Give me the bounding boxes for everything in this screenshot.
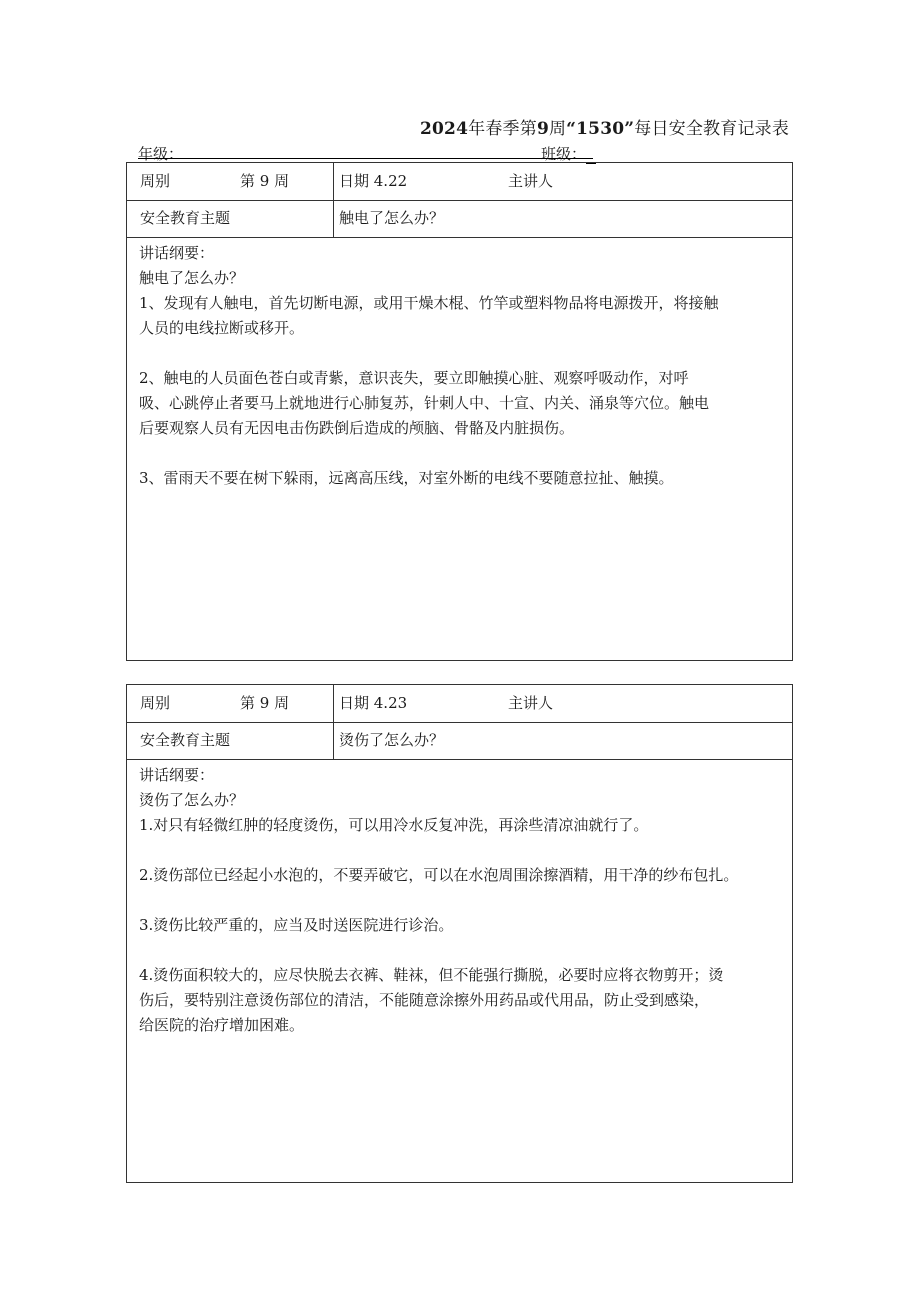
outline-label: 讲话纲要： [139, 766, 215, 784]
outline-lines [139, 266, 786, 491]
outline-lines [139, 788, 786, 1038]
class-label: 班级： [541, 145, 587, 163]
blank-line [139, 838, 786, 863]
topic-label: 安全教育主题 [140, 731, 231, 749]
outline-line: 1.对只有轻微红肿的轻度烫伤，可以用冷水反复冲洗，再涂些清凉油就行了。 [139, 816, 649, 834]
outline-line: 2.烫伤部位已经起小水泡的，不要弄破它，可以在水泡周围涂擦酒精，用干净的纱布包扎。 [139, 866, 739, 884]
week-label: 周别 [140, 694, 171, 712]
outline-line: 3、雷雨天不要在树下躲雨，远离高压线，对室外断的电线不要随意拉扯、触摸。 [139, 469, 674, 487]
record-table-1 [126, 162, 793, 661]
blank-line [139, 888, 786, 913]
title-year: 2024 [420, 119, 469, 139]
outline-line: 伤后，要特别注意烫伤部位的清洁，不能随意涂擦外用药品或代用品，防止受到感染， [139, 991, 710, 1009]
document-title [420, 114, 789, 139]
title-zhou: 周 [548, 119, 567, 139]
topic-label: 安全教育主题 [140, 209, 231, 227]
outline-line: 4.烫伤面积较大的，应尽快脱去衣裤、鞋袜，但不能强行撕脱，必要时应将衣物剪开；烫 [139, 966, 724, 984]
title-mid: 年春季第 [468, 119, 537, 139]
outline-line: 1、发现有人触电，首先切断电源，或用干燥木棍、竹竿或塑料物品将电源拨开，将接触 [139, 294, 719, 312]
topic-value: 烫伤了怎么办？ [339, 731, 445, 749]
outline-body [139, 241, 786, 491]
blank-line [139, 441, 786, 466]
outline-line: 3.烫伤比较严重的，应当及时送医院进行诊治。 [139, 916, 454, 934]
column-divider [333, 685, 334, 759]
class-field [541, 143, 596, 164]
outline-line: 吸、心跳停止者要马上就地进行心肺复苏，针刺人中、十宣、内关、涌泉等穴位。触电 [139, 394, 710, 412]
title-rest: 每日安全教育记录表 [634, 119, 790, 139]
record-row-week [127, 685, 792, 723]
outline-line: 触电了怎么办？ [139, 269, 245, 287]
title-week: 9 [536, 119, 549, 139]
outline-label: 讲话纲要： [139, 244, 215, 262]
grade-label: 年级： [138, 145, 184, 163]
column-divider [333, 163, 334, 237]
speaker-label: 主讲人 [508, 694, 554, 712]
outline-body [139, 763, 786, 1038]
record-table-2 [126, 684, 793, 1183]
header-underline [138, 158, 593, 159]
date-value: 日期 4.22 [339, 172, 408, 190]
title-code: “1530” [566, 119, 635, 139]
outline-line: 烫伤了怎么办？ [139, 791, 245, 809]
topic-value: 触电了怎么办？ [339, 209, 445, 227]
date-value: 日期 4.23 [339, 694, 408, 712]
week-value: 第 9 周 [240, 172, 290, 190]
week-label: 周别 [140, 172, 171, 190]
outline-line: 后要观察人员有无因电击伤跌倒后造成的颅脑、骨骼及内脏损伤。 [139, 419, 575, 437]
outline-line: 2、触电的人员面色苍白或青紫，意识丧失，要立即触摸心脏、观察呼吸动作，对呼 [139, 369, 689, 387]
grade-field [138, 143, 183, 164]
outline-line: 给医院的治疗增加困难。 [139, 1016, 305, 1034]
speaker-label: 主讲人 [508, 172, 554, 190]
week-value: 第 9 周 [240, 694, 290, 712]
blank-line [139, 341, 786, 366]
blank-line [139, 938, 786, 963]
record-row-week [127, 163, 792, 201]
outline-line: 人员的电线拉断或移开。 [139, 319, 305, 337]
